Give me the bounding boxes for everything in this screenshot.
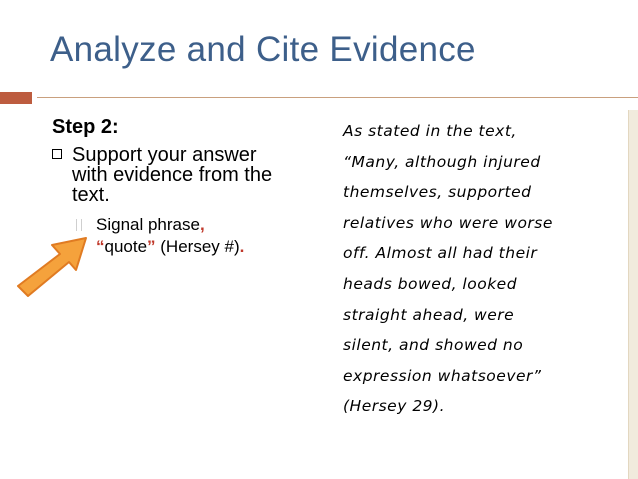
quote-line: relatives who were worse — [343, 213, 553, 232]
quote-line: straight ahead, were — [343, 305, 515, 324]
right-edge-bar — [628, 110, 638, 479]
sub-bullet-marker-icon — [76, 219, 82, 231]
quote-word: quote — [104, 237, 148, 256]
quote-line: heads bowed, looked — [343, 274, 518, 293]
signal-comma: , — [199, 215, 205, 234]
quote-line: silent, and showed no — [343, 336, 524, 355]
checkbox-bullet-icon — [52, 149, 62, 159]
quote-line: (Hersey 29). — [343, 397, 446, 416]
open-quote-mark: “ — [96, 237, 105, 256]
bullet-text: Support your answer with evidence from the text. — [72, 144, 273, 206]
quote-line: expression whatsoever” — [343, 366, 542, 385]
sub-bullet-text — [96, 214, 296, 258]
citation-text: (Hersey #) — [155, 237, 240, 256]
sub-bullet-signal-phrase — [76, 214, 296, 258]
quote-line: off. Almost all had their — [343, 244, 538, 263]
signal-phrase-text: Signal phrase — [96, 215, 200, 234]
quote-line: themselves, supported — [343, 183, 532, 202]
step-heading: Step 2: — [52, 116, 119, 138]
arrow-up-right-icon — [14, 232, 92, 302]
title-rule-line — [37, 97, 638, 98]
title-rule-accent — [0, 92, 32, 104]
quote-line: As stated in the text, — [343, 122, 517, 140]
slide-title: Analyze and Cite Evidence — [50, 30, 476, 69]
citation-period: . — [239, 237, 245, 256]
quote-line: “Many, although injured — [343, 152, 541, 171]
close-quote-mark: ” — [147, 237, 156, 256]
quote-passage — [343, 116, 628, 422]
bullet-support-answer — [52, 145, 297, 205]
